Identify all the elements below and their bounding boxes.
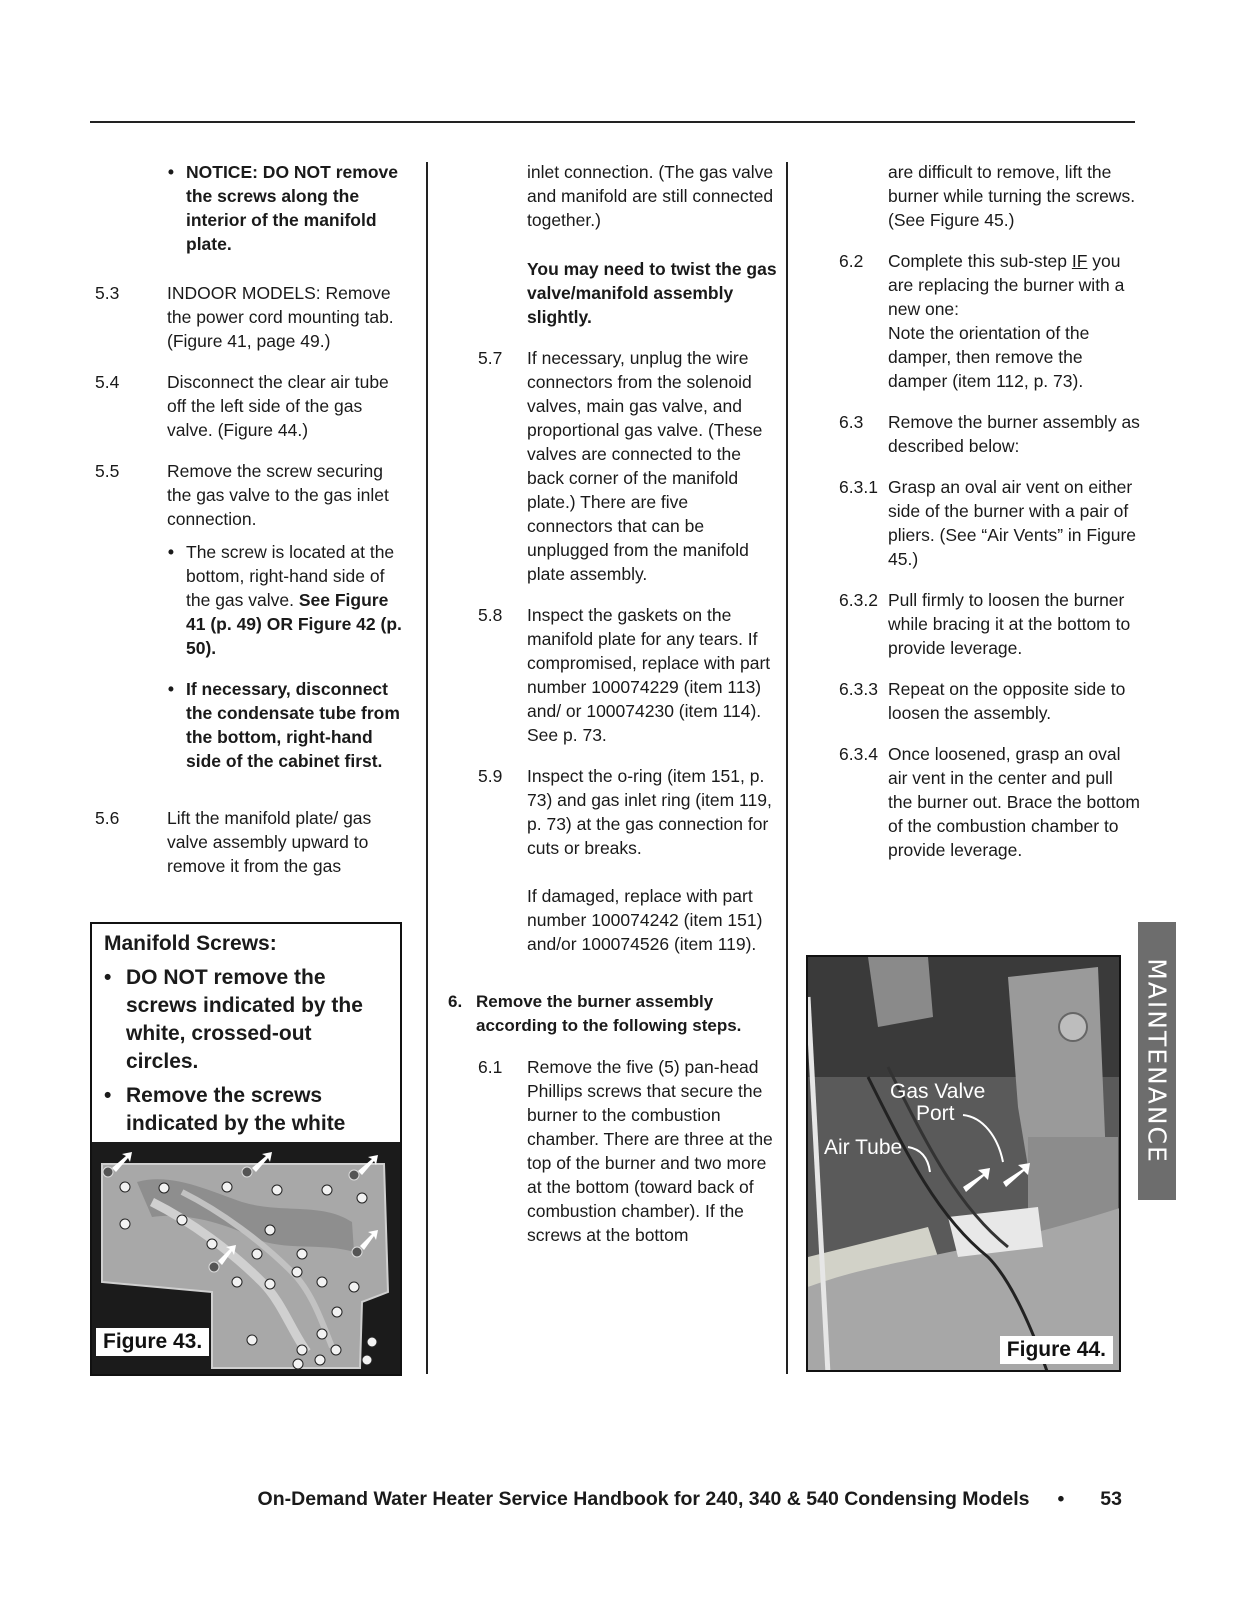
step-5-8: 5.8 Inspect the gaskets on the manifold plate for any tears. If compromised, replace with part number 100074229 (item 113) and/ or 100074230 (item 114). See p. 73.	[478, 605, 771, 745]
footer-bullet: •	[1057, 1488, 1065, 1510]
step-6-3: 6.3 Remove the burner assembly as described below:	[839, 412, 1140, 456]
column-divider-1	[426, 162, 428, 1374]
step-5-6-continued: inlet connection. (The gas valve and manifold are still connected together.)	[527, 162, 774, 230]
step-6-3-2: 6.3.2 Pull firmly to loosen the burner while bracing it at the bottom to provide leverage.	[839, 590, 1131, 658]
column-2	[448, 160, 778, 1264]
step-6: 6. Remove the burner assembly according to the following steps.	[448, 992, 742, 1035]
callout-bullet-1: • DO NOT remove the screws indicated by the white, crossed-out circles.	[104, 966, 363, 1073]
callout-title: Manifold Screws:	[104, 932, 277, 955]
page-footer	[258, 1488, 1122, 1511]
figure-43-photo	[92, 1142, 400, 1374]
step-5-6: 5.6 Lift the manifold plate/ gas valve assembly upward to remove it from the gas	[95, 808, 372, 876]
step-5-5-bullet-1: • The screw is located at the bottom, right-hand side of the gas valve. See Figure 41 (p. 49) OR Figure 42 (p. 50).	[167, 542, 402, 658]
figure-44-photo	[806, 955, 1121, 1372]
step-5-5-bullet-2: • If necessary, disconnect the condensate tube from the bottom, right-hand side of the cabinet first.	[167, 679, 400, 771]
figure-43-label: Figure 43.	[96, 1328, 209, 1356]
step-5-7: 5.7 If necessary, unplug the wire connectors from the solenoid valves, main gas valve, and proportional gas valve. (These valves are connected to the back corner of the manifold plate.) There are five connectors that can be unplugged from the manifold plate assembly.	[478, 348, 763, 584]
step-6-3-3: 6.3.3 Repeat on the opposite side to loosen the assembly.	[839, 679, 1126, 723]
callout-bullet-2: • Remove the screws indicated by the white	[104, 1084, 346, 1135]
step-6-2: 6.2 Complete this sub-step IF you are replacing the burner with a new one: Note the orientation of the damper, then remove the damper (item 112, p. 73).	[839, 251, 1125, 391]
step-5-3: 5.3 INDOOR MODELS: Remove the power cord mounting tab. (Figure 41, page 49.)	[95, 283, 394, 351]
step-6-3-4: 6.3.4 Once loosened, grasp an oval air vent in the center and pull the burner out. Brace the bottom of the combustion chamber to provide leverage.	[839, 744, 1140, 860]
gas-valve-port-label-2: Port	[916, 1102, 955, 1125]
figure-44-label: Figure 44.	[1000, 1336, 1113, 1364]
air-tube-label: Air Tube	[824, 1136, 903, 1159]
header-rule	[90, 121, 1135, 123]
step-6-1: 6.1 Remove the five (5) pan-head Phillips screws that secure the burner to the combustion chamber. There are three at the top of the burner and two more at the bottom (toward back of combustion chamber). If the screws at the bottom	[478, 1057, 773, 1245]
page-number: 53	[1100, 1488, 1122, 1510]
column-divider-2	[786, 162, 788, 1374]
step-6-1-continued: are difficult to remove, lift the burner while turning the screws. (See Figure 45.)	[888, 162, 1136, 230]
gas-valve-port-label-1: Gas Valve	[890, 1080, 986, 1103]
step-5-9-replace: If damaged, replace with part number 100074242 (item 151) and/or 100074526 (item 119).	[527, 886, 763, 954]
step-5-5: 5.5 Remove the screw securing the gas valve to the gas inlet connection.	[95, 461, 389, 529]
manifold-screws-callout	[90, 922, 402, 1376]
step-5-9: 5.9 Inspect the o-ring (item 151, p. 73) and gas inlet ring (item 119, p. 73) at the gas connection for cuts or breaks.	[478, 766, 772, 858]
column-1	[95, 160, 410, 895]
notice-bullet: • NOTICE: DO NOT remove the screws along the interior of the manifold plate.	[167, 162, 398, 254]
step-6-3-1: 6.3.1 Grasp an oval air vent on either side of the burner with a pair of pliers. (See “Air Vents” in Figure 45.)	[839, 477, 1137, 569]
gas-valve-image	[808, 957, 1121, 1372]
step-5-4: 5.4 Disconnect the clear air tube off the left side of the gas valve. (Figure 44.)	[95, 372, 389, 440]
column-3	[810, 160, 1140, 879]
maintenance-side-tab: MAINTENANCE	[1138, 922, 1176, 1200]
twist-note: You may need to twist the gas valve/manifold assembly slightly.	[527, 259, 777, 327]
footer-title: On-Demand Water Heater Service Handbook for 240, 340 & 540 Condensing Models	[257, 1488, 1030, 1510]
